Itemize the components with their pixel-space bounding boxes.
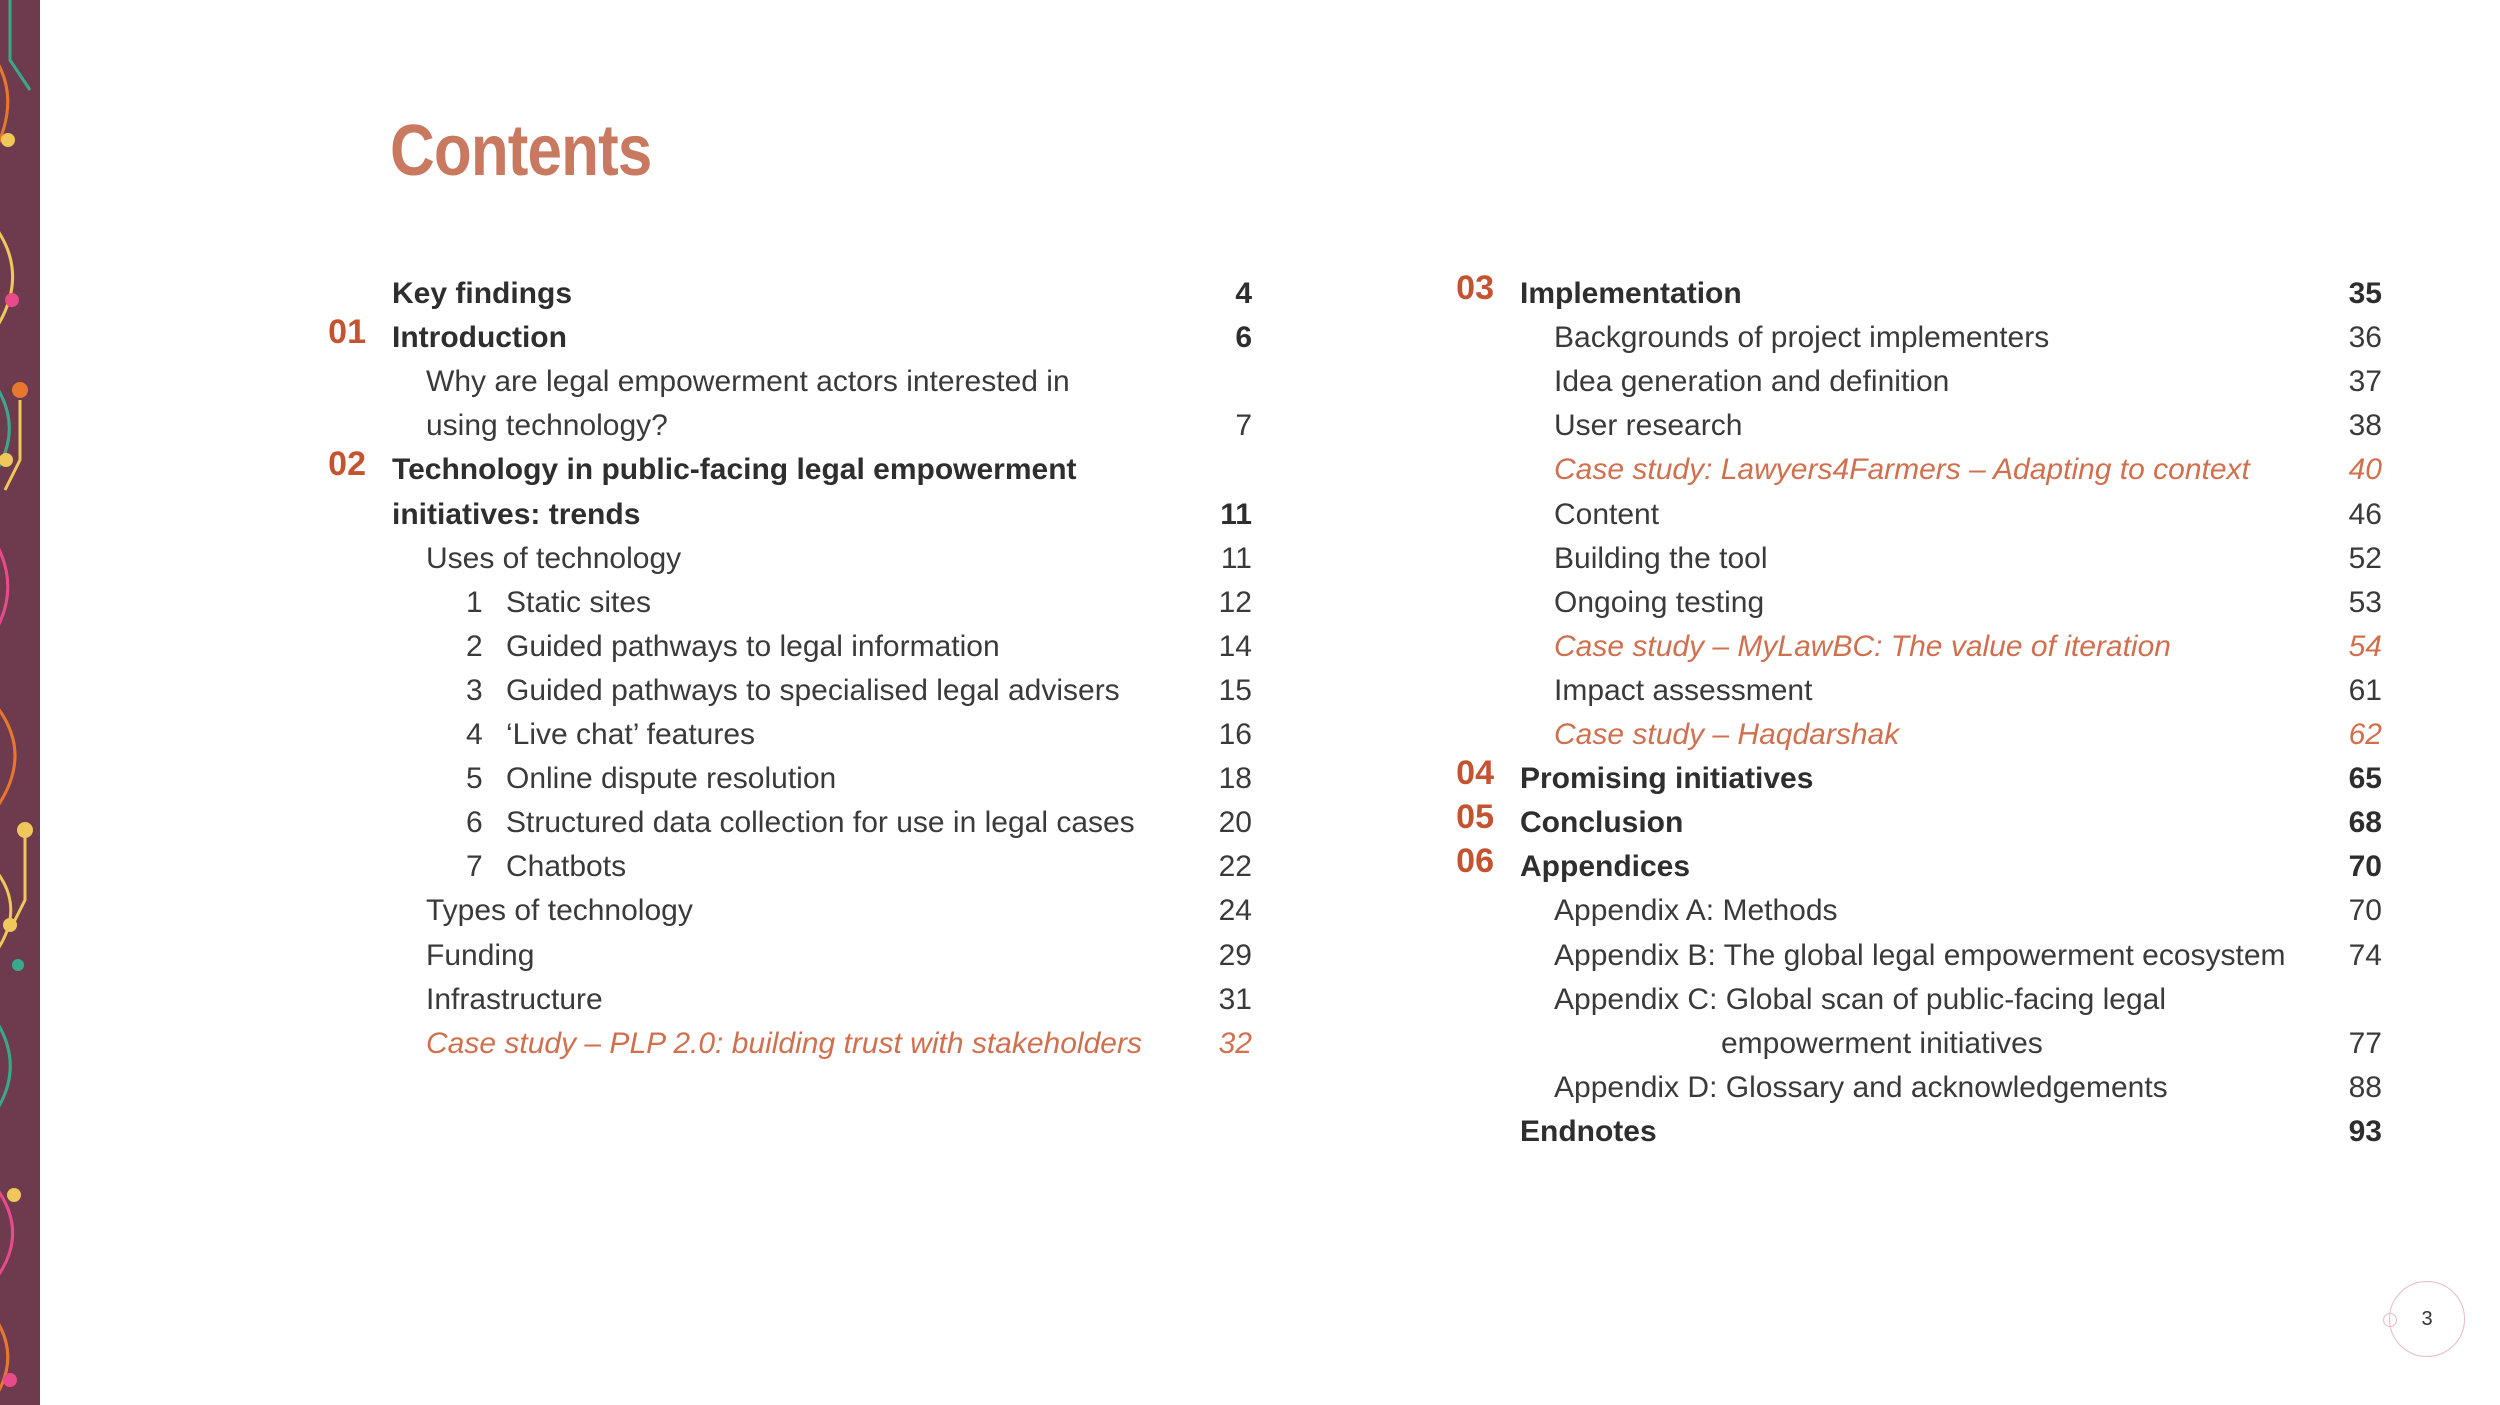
toc-entry-label: Introduction [392, 321, 567, 355]
toc-entry-page: 37 [2348, 365, 2382, 399]
toc-entry-page: 24 [1218, 894, 1252, 928]
section-number: 04 [1456, 754, 1494, 793]
toc-entry-label: Online dispute resolution [506, 762, 837, 796]
toc-entry-label: Funding [426, 938, 535, 972]
toc-entry-label: Types of technology [426, 894, 693, 928]
page-number: 3 [2421, 1307, 2433, 1330]
toc-entry-page: 40 [2348, 453, 2382, 487]
subsection-number: 3 [466, 673, 483, 707]
toc-entry-label: ‘Live chat’ features [506, 718, 756, 751]
toc-entry-label: Backgrounds of project implementers [1554, 321, 2050, 355]
toc-entry-label: Building the tool [1554, 541, 1768, 575]
toc-entry-page: 53 [2348, 585, 2382, 619]
toc-entry-label: Ongoing testing [1554, 585, 1765, 619]
toc-entry-page: 14 [1218, 629, 1252, 663]
subsection-number: 2 [466, 629, 483, 663]
toc-entry-label: Implementation [1520, 277, 1742, 310]
section-number: 01 [328, 313, 366, 352]
toc-entry-page: 29 [1218, 938, 1252, 972]
toc-entry-label: Technology in public-facing legal empowerment [392, 453, 1077, 487]
toc-entry-page: 62 [2348, 718, 2382, 751]
toc-entry-label: Guided pathways to legal information [506, 629, 1000, 663]
toc-entry-page: 32 [1218, 1026, 1252, 1060]
subsection-number: 1 [466, 585, 483, 619]
toc-entry-page: 54 [2348, 629, 2382, 663]
toc-entry-page: 4 [1235, 277, 1252, 310]
toc-entry-page: 35 [2348, 277, 2382, 310]
toc-entry-page: 20 [1218, 806, 1252, 840]
toc-entry-label: Case study – Haqdarshak [1554, 718, 1900, 751]
toc-entry-page: 61 [2348, 673, 2382, 707]
toc-entry-label: Conclusion [1520, 806, 1684, 840]
toc-entry-label: Infrastructure [426, 982, 603, 1016]
toc-entry-label: Case study: Lawyers4Farmers – Adapting to context [1554, 453, 2250, 487]
toc-entry-label: empowerment initiatives [1721, 1026, 2043, 1060]
toc-entry-label: using technology? [426, 409, 668, 443]
toc-entry-page: 36 [2348, 321, 2382, 355]
toc-entry-label: Guided pathways to specialised legal advisers [506, 673, 1120, 707]
toc-entry-page: 11 [1220, 541, 1252, 575]
section-number: 05 [1456, 798, 1494, 837]
toc-entry-page: 6 [1235, 321, 1252, 355]
toc-entry-page: 38 [2348, 409, 2382, 443]
toc-entry-page: 68 [2348, 806, 2382, 840]
toc-entry-label: Uses of technology [426, 541, 682, 575]
toc-entry-page: 11 [1220, 497, 1252, 531]
subsection-number: 6 [466, 806, 483, 840]
toc-entry-label: Appendix A: Methods [1554, 894, 1838, 928]
subsection-number: 5 [466, 762, 483, 796]
section-number: 02 [328, 445, 366, 484]
section-number: 03 [1456, 269, 1494, 307]
toc-entry-label: Promising initiatives [1520, 762, 1814, 796]
toc-entry-page: 77 [2348, 1026, 2382, 1060]
toc-entry-label: Content [1554, 497, 1660, 531]
toc-entry-page: 22 [1218, 850, 1252, 884]
toc-entry-label: Appendix C: Global scan of public-facing legal [1554, 982, 2167, 1016]
toc-entry-page: 7 [1235, 409, 1252, 443]
toc-entry-label: Static sites [506, 585, 652, 619]
toc-entry-page: 70 [2348, 850, 2382, 884]
toc-entry-page: 52 [2348, 541, 2382, 575]
toc-entry-label: Impact assessment [1554, 673, 1813, 707]
toc-entry-page: 16 [1218, 718, 1252, 751]
page-title: Contents [390, 111, 652, 191]
toc-entry-label: Case study – PLP 2.0: building trust with stakeholders [426, 1026, 1142, 1060]
section-number: 06 [1456, 842, 1494, 881]
page-number-badge [2389, 1281, 2465, 1357]
toc-entry-page: 93 [2348, 1114, 2382, 1148]
toc-entry-label: initiatives: trends [392, 497, 641, 531]
decorative-pattern [0, 0, 40, 1405]
decorative-side-strip [0, 0, 40, 1405]
toc-entry-label: Endnotes [1520, 1114, 1657, 1148]
toc-entry-page: 88 [2348, 1070, 2382, 1104]
toc-entry-page: 31 [1218, 982, 1252, 1016]
toc-entry-label: Structured data collection for use in legal cases [506, 806, 1135, 840]
toc-entry-page: 65 [2348, 762, 2382, 796]
toc-entry-label: Idea generation and definition [1554, 365, 1950, 399]
toc-entry-label: Appendices [1520, 850, 1691, 884]
subsection-number: 4 [466, 718, 483, 751]
toc-entry-label: Case study – MyLawBC: The value of iteration [1554, 629, 2171, 663]
toc-entry-label: Appendix B: The global legal empowerment ecosystem [1554, 938, 2286, 972]
toc-entry-label: User research [1554, 409, 1743, 443]
toc-entry-page: 74 [2348, 938, 2382, 972]
toc-entry-page: 12 [1218, 585, 1252, 619]
toc-entry-label: Appendix D: Glossary and acknowledgements [1554, 1070, 2168, 1104]
toc-entry-page: 18 [1218, 762, 1252, 796]
subsection-number: 7 [466, 850, 483, 884]
toc-entry-label: Chatbots [506, 850, 627, 884]
toc-entry-page: 70 [2348, 894, 2382, 928]
toc-entry-page: 15 [1218, 673, 1252, 707]
toc-entry-label: Why are legal empowerment actors interested in [426, 365, 1070, 399]
toc-entry-page: 46 [2348, 497, 2382, 531]
toc-entry-label: Key findings [392, 277, 573, 310]
